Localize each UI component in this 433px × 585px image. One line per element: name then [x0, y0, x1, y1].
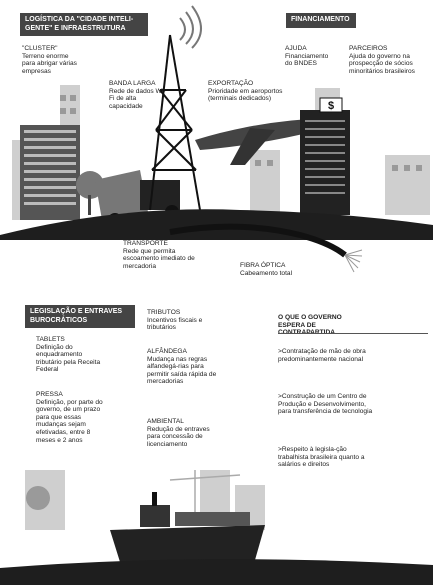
bank-building [300, 98, 350, 215]
legislacao-header: LEGISLAÇÃO E ENTRAVES BUROCRÁTICOS [25, 305, 135, 328]
financiamento-header: FINANCIAMENTO [286, 13, 356, 28]
label-cluster: "CLUSTER" Terreno enorme para abrigar várias empresas [22, 45, 77, 75]
governo-item: >Contratação de mão de obra predominantemente nacional [278, 348, 366, 363]
bg-building [250, 150, 280, 215]
bg-building [385, 155, 430, 215]
logistica-header: LOGÍSTICA DA "CIDADE INTELI-GENTE" E INFRAESTRUTURA [20, 13, 148, 36]
label-banda-larga: BANDA LARGA Rede de dados Wi-Fi de alta capacidade [109, 80, 166, 110]
label-tributos: TRIBUTOS Incentivos fiscais e tributários [147, 309, 203, 332]
label-ajuda: AJUDA Financiamento do BNDES [285, 45, 329, 68]
governo-header: O QUE O GOVERNO ESPERA DE [278, 314, 342, 329]
divider [278, 333, 428, 334]
dollar-icon: $ [327, 100, 335, 112]
label-transporte: TRANSPORTE Rede que permita escoamento imediato de mercadoria [123, 240, 195, 270]
label-fibra-optica: FIBRA ÓPTICA Cabeamento total [240, 262, 293, 277]
water [0, 559, 433, 585]
governo-item: >Respeito à legisla-ção trabalhista brasileira quanto a salários e direitos [278, 446, 365, 469]
wifi-signal-icon [180, 6, 201, 48]
office-building [20, 125, 80, 220]
label-exportacao: EXPORTAÇÃO Prioridade em aeroportos (terminais dedicados) [208, 80, 283, 103]
label-ambiental: AMBIENTAL Redução de entraves para concessão de licenciamento [147, 418, 210, 448]
governo-item: >Construção de um Centro de Produção e Desenvolvimento, para transferência de tecnologia [278, 393, 373, 416]
label-pressa: PRESSA Definição, por parte do governo, de um prazo para que essas mudanças sejam efetivadas, entre 8 meses e 2 anos [36, 391, 103, 444]
label-parceiros: PARCEIROS Ajuda do governo na prospecção de sócios minoritários brasileiros [349, 45, 415, 75]
fiber-strands-icon [345, 250, 362, 272]
label-alfandega: ALFÂNDEGA Mudança nas regras alfandegá-rias para permitir saída rápida de mercadorias [147, 348, 217, 386]
tree-icon [26, 486, 50, 510]
label-tablets: TABLETS Definição do enquadramento tributário pela Receita Federal [36, 336, 101, 374]
